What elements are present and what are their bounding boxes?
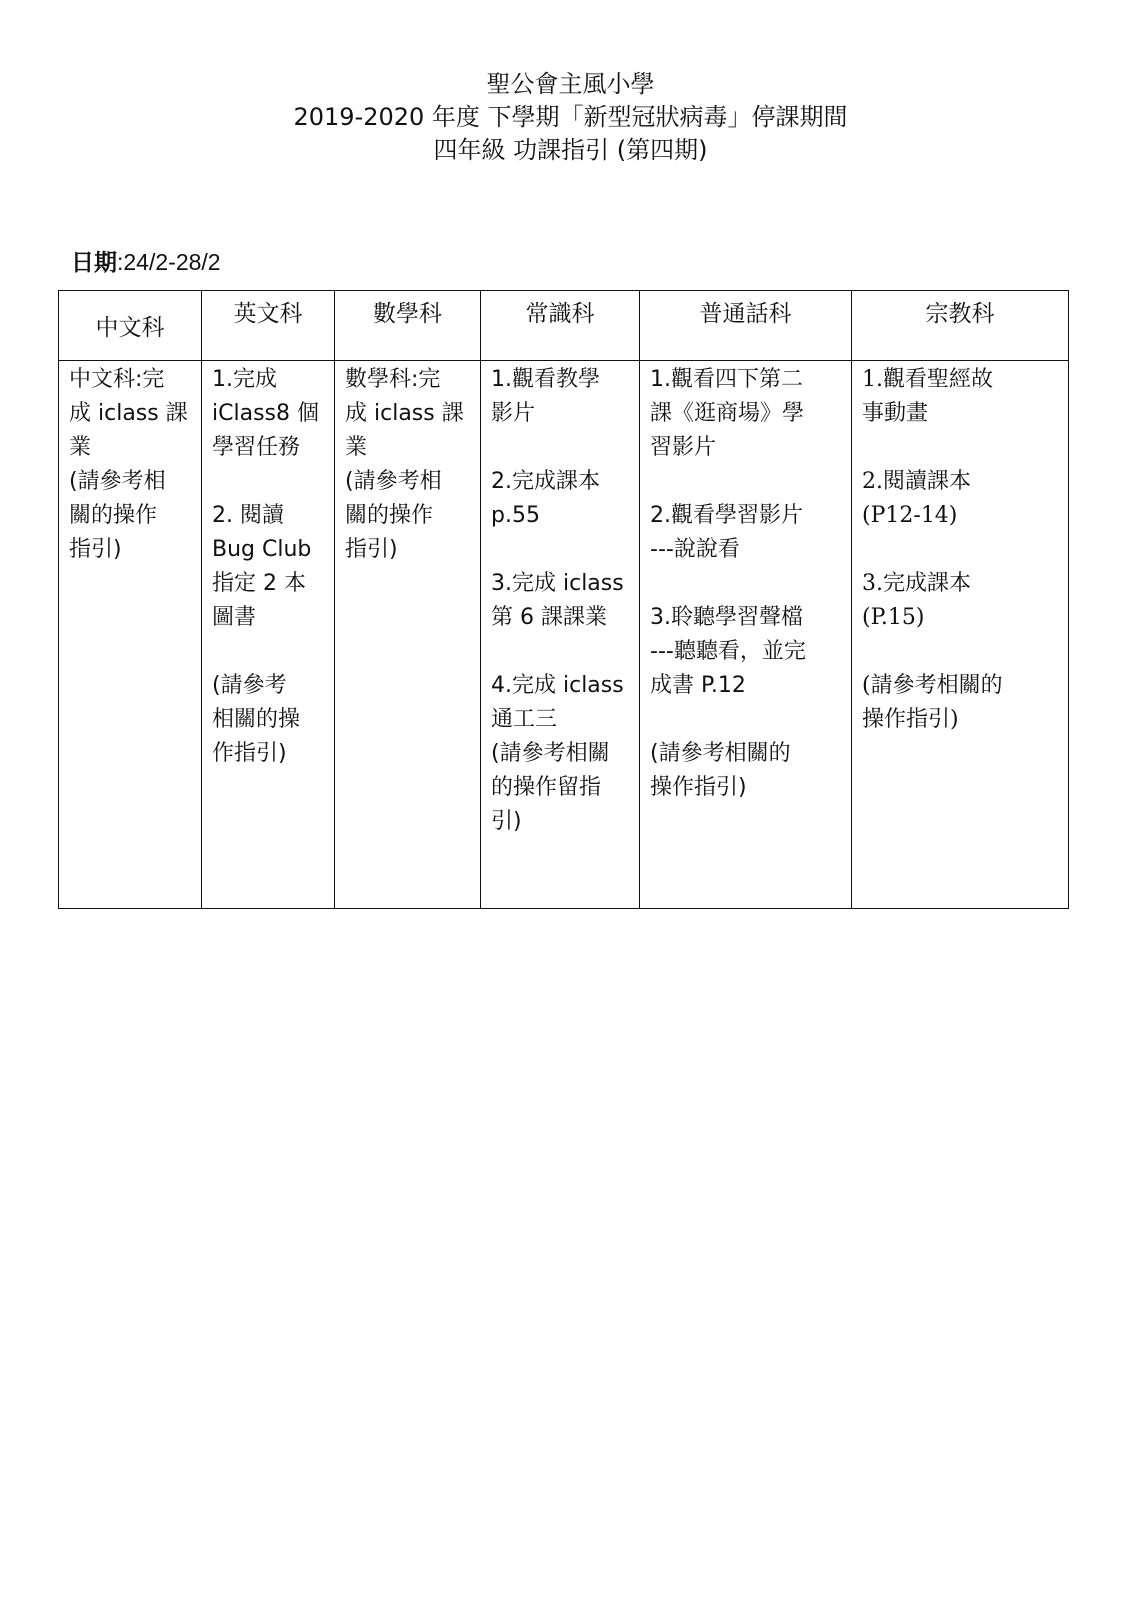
date-value: 24/2-28/2 — [123, 249, 221, 275]
cell-general-studies — [481, 361, 640, 909]
period-title: 2019-2020 年度 下學期「新型冠狀病毒」停課期間 — [293, 103, 848, 131]
cell-religion-text: 1.觀看聖經故 事動畫 2.閱讀課本 (P12-14) 3.完成課本 (P.15) (請參考相關的 操作指引) — [862, 367, 1003, 732]
header-chinese: 中文科 — [59, 291, 202, 361]
document-title: 四年級 功課指引 (第四期) — [433, 136, 708, 164]
date-line — [71, 244, 221, 277]
cell-chinese-text: 中文科:完 成 iclass 課 業 (請參考相 關的操作 指引) — [69, 367, 188, 562]
cell-religion — [852, 361, 1069, 909]
header-general-studies: 常識科 — [481, 291, 640, 361]
header-english: 英文科 — [202, 291, 335, 361]
cell-putonghua-text: 1.觀看四下第二 課《逛商場》學 習影片 2.觀看學習影片 ---說說看 3.聆聽學習聲檔 ---聽聽看，並完 成書 P.12 (請參考相關的 操作指引) — [650, 367, 806, 800]
table-header-row — [59, 291, 1069, 361]
header-maths: 數學科 — [335, 291, 481, 361]
homework-table — [58, 290, 1069, 909]
date-label: 日期 — [71, 250, 117, 276]
cell-putonghua — [640, 361, 852, 909]
cell-maths — [335, 361, 481, 909]
header-putonghua: 普通話科 — [640, 291, 852, 361]
cell-general-studies-text: 1.觀看教學 影片 2.完成課本 p.55 3.完成 iclass 第 6 課課業 4.完成 iclass 通工三 (請參考相關 的操作留指 引) — [491, 367, 624, 834]
document-header — [0, 68, 1131, 167]
cell-chinese — [59, 361, 202, 909]
date-separator: : — [117, 249, 124, 275]
cell-english-text: 1.完成 iClass8 個 學習任務 2. 閱讀 Bug Club 指定 2 本 圖書 (請參考 相關的操 作指引) — [212, 367, 319, 766]
table-row — [59, 361, 1069, 909]
cell-english — [202, 361, 335, 909]
header-religion: 宗教科 — [852, 291, 1069, 361]
cell-maths-text: 數學科:完 成 iclass 課 業 (請參考相 關的操作 指引) — [345, 367, 464, 562]
school-name: 聖公會主風小學 — [486, 70, 655, 98]
